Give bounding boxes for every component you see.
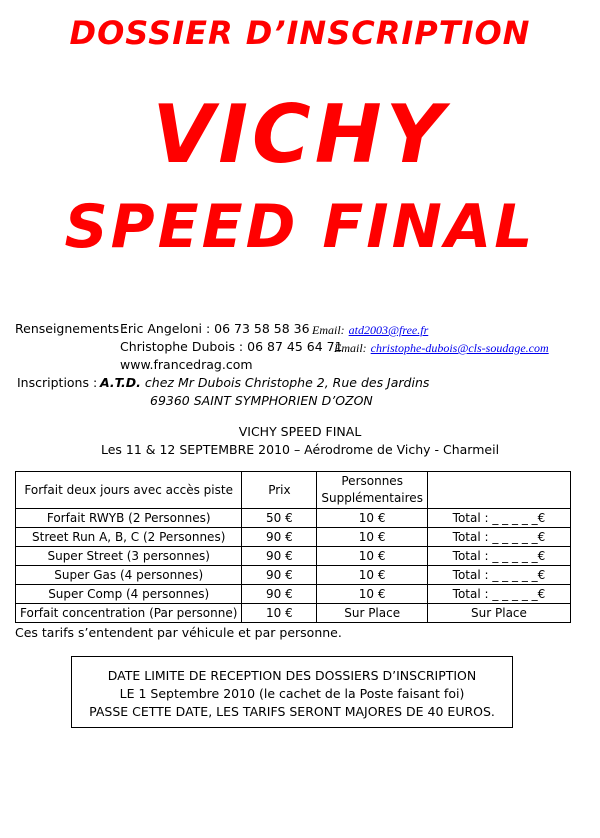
event-title-vichy: VICHY <box>152 88 448 181</box>
table-cell: Super Street (3 personnes) <box>16 547 242 566</box>
website-text: www.francedrag.com <box>120 357 253 372</box>
deadline-line3: PASSE CETTE DATE, LES TARIFS SERONT MAJORES DE 40 EUROS. <box>89 704 495 719</box>
table-cell: Sur Place <box>427 604 570 623</box>
deadline-box <box>71 656 513 728</box>
contact2-email-link[interactable]: christophe-dubois@cls-soudage.com <box>370 341 549 355</box>
table-cell: 10 € <box>317 566 428 585</box>
total-field[interactable]: Total : _ _ _ _ _€ <box>427 585 570 604</box>
table-cell: Super Comp (4 personnes) <box>16 585 242 604</box>
pricing-table <box>15 471 571 623</box>
table-cell: 10 € <box>317 585 428 604</box>
total-field[interactable]: Total : _ _ _ _ _€ <box>427 509 570 528</box>
table-row <box>16 528 571 547</box>
table-row <box>16 547 571 566</box>
table-cell: Forfait RWYB (2 Personnes) <box>16 509 242 528</box>
table-row <box>16 585 571 604</box>
contact2-email-label: Email: <box>334 341 367 355</box>
table-header-row <box>16 472 571 509</box>
deadline-line1: DATE LIMITE DE RECEPTION DES DOSSIERS D’INSCRIPTION <box>107 668 477 683</box>
contact1-email-link[interactable]: atd2003@free.fr <box>348 323 429 337</box>
address-line1: chez Mr Dubois Christophe 2, Rue des Jardins <box>144 375 430 390</box>
table-cell: Street Run A, B, C (2 Personnes) <box>16 528 242 547</box>
table-cell: 10 € <box>242 604 317 623</box>
table-cell: 90 € <box>242 547 317 566</box>
deadline-line2: LE 1 Septembre 2010 (le cachet de la Poste faisant foi) <box>119 686 465 701</box>
contact1-email-row <box>312 322 428 338</box>
inscriptions-label: Inscriptions : <box>17 375 98 390</box>
table-row <box>16 509 571 528</box>
total-field[interactable]: Total : _ _ _ _ _€ <box>427 528 570 547</box>
table-header: Personnes Supplémentaires <box>317 472 428 509</box>
table-cell: 90 € <box>242 585 317 604</box>
event-dates: Les 11 & 12 SEPTEMBRE 2010 – Aérodrome de Vichy - Charmeil <box>100 442 500 457</box>
table-cell: 10 € <box>317 528 428 547</box>
event-title-speed-final: SPEED FINAL <box>64 192 536 262</box>
table-row <box>16 566 571 585</box>
document-heading: DOSSIER D’INSCRIPTION <box>69 14 531 52</box>
inscriptions-address-line1 <box>100 375 429 390</box>
organizer-name: A.T.D. <box>100 375 141 390</box>
contact-label: Renseignements : <box>15 321 128 336</box>
table-cell: 90 € <box>242 566 317 585</box>
contact2-name: Christophe Dubois : 06 87 45 64 71 <box>120 339 343 354</box>
table-header: Prix <box>242 472 317 509</box>
address-line2: 69360 SAINT SYMPHORIEN D’OZON <box>150 393 373 408</box>
table-row <box>16 604 571 623</box>
total-field[interactable]: Total : _ _ _ _ _€ <box>427 547 570 566</box>
table-cell: 50 € <box>242 509 317 528</box>
table-header <box>427 472 570 509</box>
table-cell: 90 € <box>242 528 317 547</box>
contact1-email-label: Email: <box>312 323 345 337</box>
contact1-name: Eric Angeloni : 06 73 58 58 36 <box>120 321 310 336</box>
pricing-note: Ces tarifs s’entendent par véhicule et par personne. <box>15 625 342 640</box>
contact2-email-row <box>334 340 549 356</box>
table-cell: 10 € <box>317 509 428 528</box>
table-cell: Sur Place <box>317 604 428 623</box>
table-cell: Forfait concentration (Par personne) <box>16 604 242 623</box>
table-cell: 10 € <box>317 547 428 566</box>
table-cell: Super Gas (4 personnes) <box>16 566 242 585</box>
event-name: VICHY SPEED FINAL <box>238 424 362 439</box>
total-field[interactable]: Total : _ _ _ _ _€ <box>427 566 570 585</box>
table-header: Forfait deux jours avec accès piste <box>16 472 242 509</box>
